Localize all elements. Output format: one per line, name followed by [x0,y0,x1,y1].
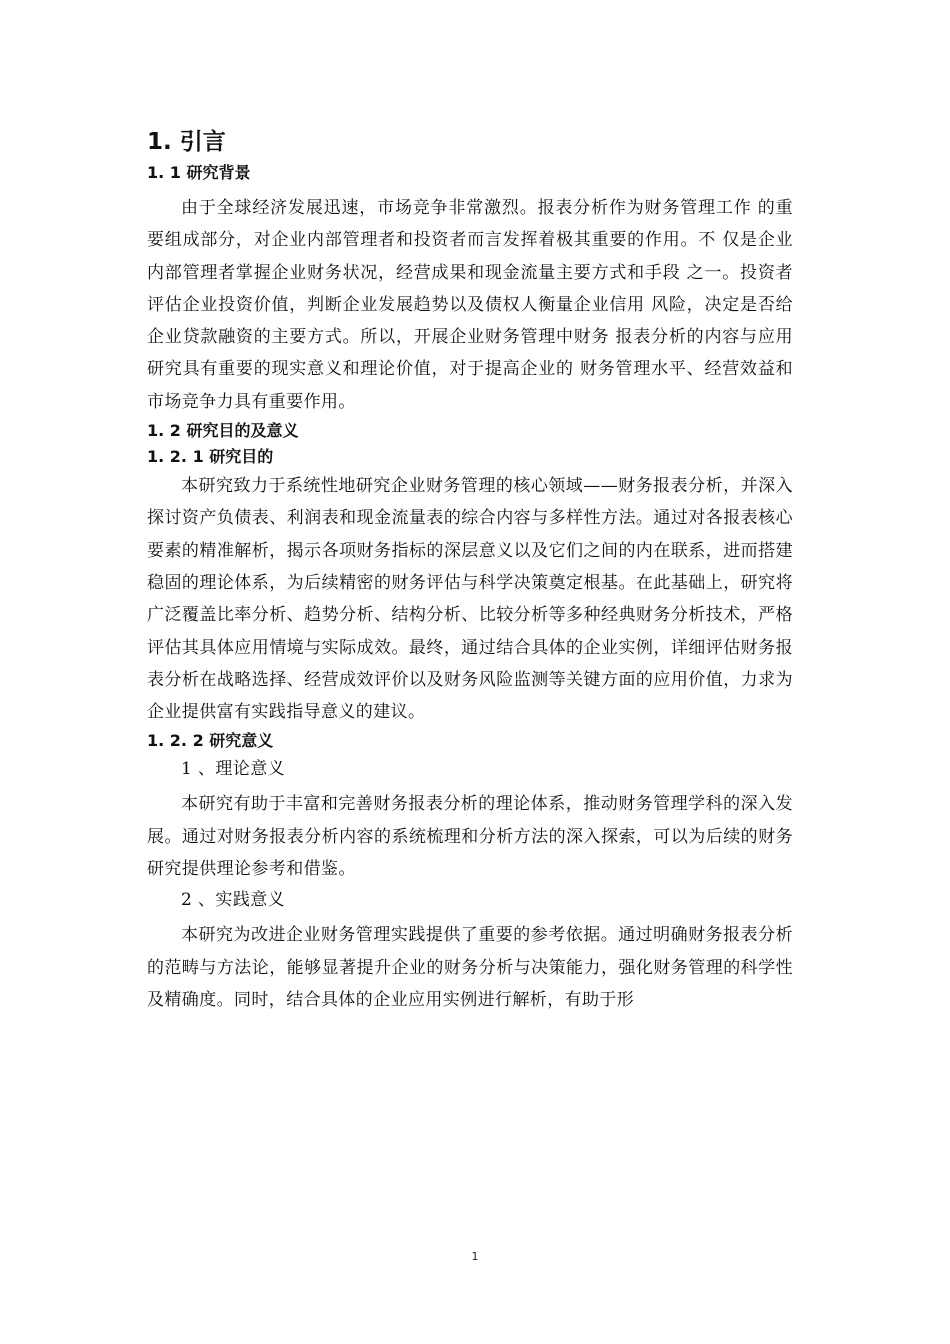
page-number: 1 [471,1250,479,1263]
chapter-title: 1. 引言 [147,129,226,155]
section-heading-background: 1. 1 研究背景 [147,163,251,182]
section-heading-purpose-significance: 1. 2 研究目的及意义 [147,421,299,441]
purpose-paragraph: 本研究致力于系统性地研究企业财务管理的核心领域——财务报表分析，并深入探讨资产负债表、利润表和现金流量表的综合内容与多样性方法。通过对各报表核心要素的精准解析，揭示各项财务指标的深层意义以及它们之间的内在联系，进而搭建稳固的理论体系，为后续精密的财务评估与科学决策奠定根基。在此基础上，研究将广泛覆盖比率分析、趋势分析、结构分析、比较分析等多种经典财务分析技术，严格评估其具体应用情境与实际成效。最终，通过结合具体的企业实例，详细评估财务报表分析在战略选择、经营成效评价以及财务风险监测等关键方面的应用价值，力求为企业提供富有实践指导意义的建议。 [147,476,793,723]
theoretical-significance-label: 1 、理论意义 [181,759,286,780]
page-content [147,126,793,1016]
practical-significance-label: 2 、实践意义 [181,890,286,911]
practical-significance-paragraph: 本研究为改进企业财务管理实践提供了重要的参考依据。通过明确财务报表分析的范畴与方法论，能够显著提升企业的财务分析与决策能力，强化财务管理的科学性及精确度。同时，结合具体的企业应用实例进行解析，有助于形 [147,925,793,1010]
background-paragraph: 由于全球经济发展迅速，市场竞争非常激烈。报表分析作为财务管理工作 的重要组成部分，对企业内部管理者和投资者而言发挥着极其重要的作用。不 仅是企业内部管理者掌握企业财务状况，经营成果和现金流量主要方式和手段 之一。投资者评估企业投资价值，判断企业发展趋势以及债权人衡量企业信用 风险，决定是否给企业贷款融资的主要方式。所以，开展企业财务管理中财务 报表分析的内容与应用研究具有重要的现实意义和理论价值，对于提高企业的 财务管理水平、经营效益和市场竞争力具有重要作用。 [147,198,793,412]
theoretical-significance-paragraph: 本研究有助于丰富和完善财务报表分析的理论体系，推动财务管理学科的深入发展。通过对财务报表分析内容的系统梳理和分析方法的深入探索，可以为后续的财务研究提供理论参考和借鉴。 [147,794,793,880]
subsection-heading-significance: 1. 2. 2 研究意义 [147,731,274,751]
subsection-heading-purpose: 1. 2. 1 研究目的 [147,447,274,467]
